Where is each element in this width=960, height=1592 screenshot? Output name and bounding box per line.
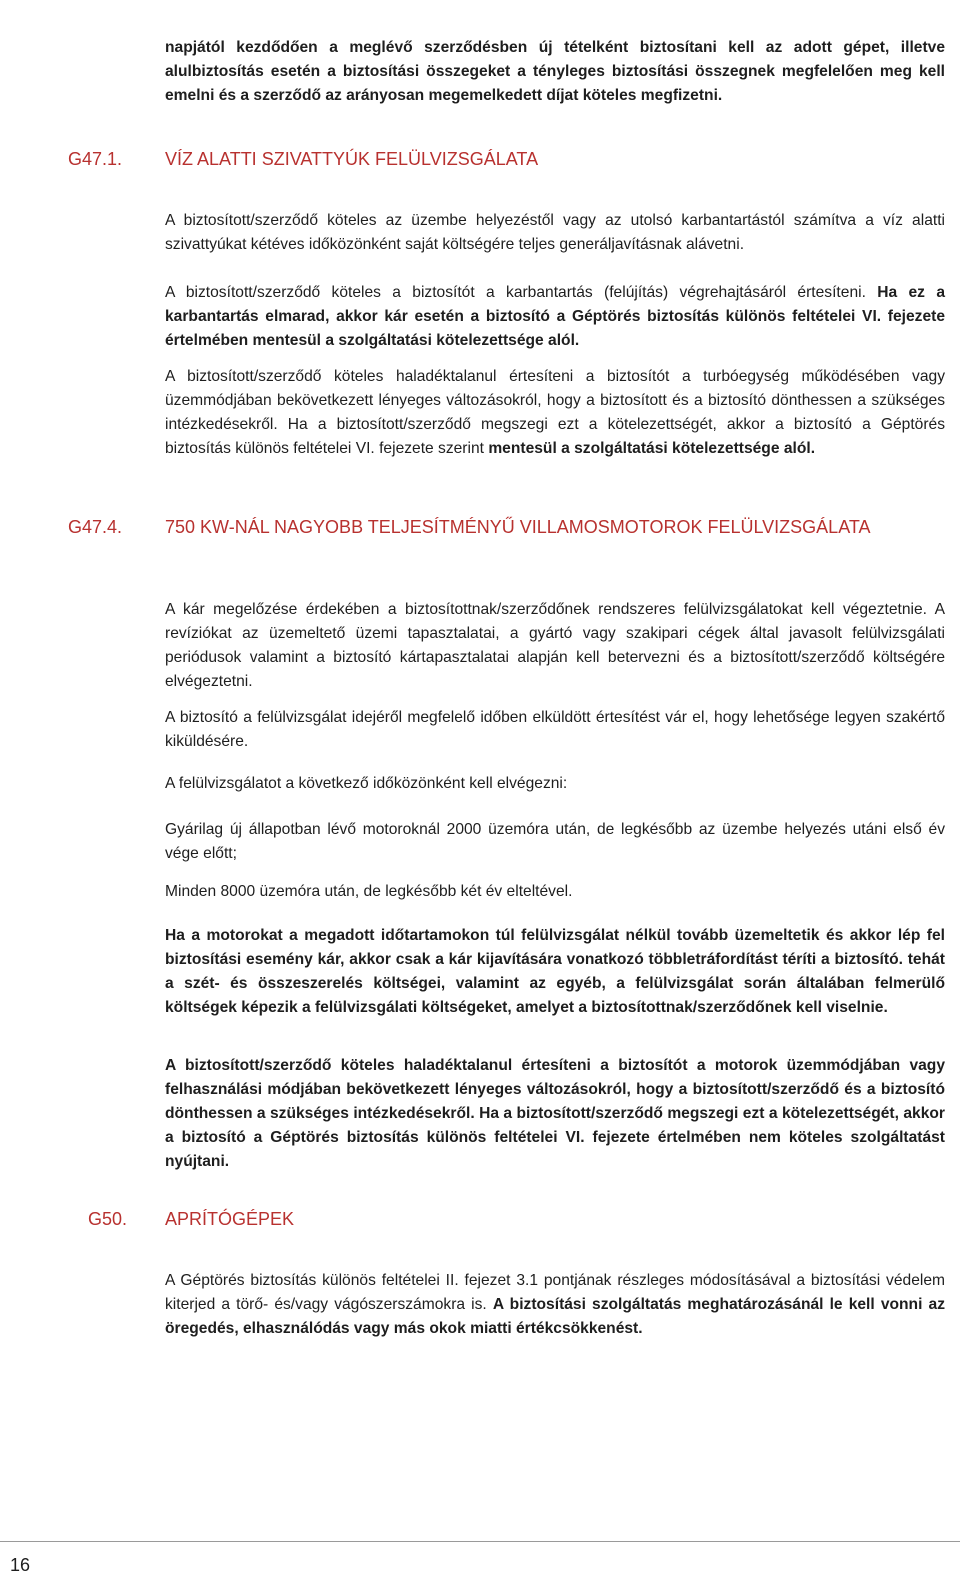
section-number: G50. [88,1209,128,1229]
paragraph: A biztosított/szerződő köteles haladéktalanul értesíteni a biztosítót a motorok üzemmódjában vagy felhasználási módjában bekövetkezett lényeges változásokról, hogy a biztosított/szerződő és a biztosító dönthessen a szükséges intézkedésekről. Ha a biztosított/szerződő megszegi ezt a kötelezettségét, akkor a biztosító a Géptörés biztosítás különös feltételei VI. fejezete értelmében nem köteles szolgáltatást nyújtani. [165,1057,945,1170]
paragraph: Minden 8000 üzemóra után, de legkésőbb két év elteltével. [165,883,573,900]
page-number: 16 [10,1555,31,1575]
intro-paragraph: napjától kezdődően a meglévő szerződésben új tételként biztosítani kell az adott gépet, illetve alulbiztosítás esetén a biztosítási összegeket a tényleges biztosítási összegnek megfelelően meg kell emelni és a szerződő az arányosan megemelkedett díjat köteles megfizetni. [165,39,945,104]
paragraph: Ha a motorokat a megadott időtartamokon túl felülvizsgálat nélkül tovább üzemeltetik és akkor lép fel biztosítási esemény kár, akkor csak a kár kijavítására vonatkozó többletráfordítást téríti a biztosító. tehát a szét- és összeszerelés költségei, valamint az egyéb, a felülvizsgálat során általában felmerülő költségek képezik a felülvizsgálati költségeket, amelyet a biztosítottnak/szerződőnek kell viselnie. [165,927,945,1016]
paragraph-bold-text: mentesül a szolgáltatási kötelezettsége alól. [488,440,816,457]
paragraph-text: A biztosított/szerződő köteles a biztosítót a karbantartás (felújítás) végrehajtásáról értesíteni. [165,284,878,301]
paragraph: A biztosított/szerződő köteles az üzembe helyezéstől vagy az utolsó karbantartástól számítva a víz alatti szivattyúkat kétéves időközönként saját költségére teljes generáljavításnak alávetni. [165,212,945,253]
footer-rule [0,1541,960,1542]
paragraph: A kár megelőzése érdekében a biztosítottnak/szerződőnek rendszeres felülvizsgálatokat kell végeztetnie. A revíziókat az üzemeltető üzemi tapasztalatai, a gyártó vagy szakipari cégek által javasolt felülvizsgálati periódusok valamint a biztosító kártapasztalatai alapján kell betervezni és a biztosított/szerződő költségére elvégeztetni. [165,601,945,690]
section-title: 750 KW-NÁL NAGYOBB TELJESÍTMÉNYŰ VILLAMOSMOTOROK FELÜLVIZSGÁLATA [165,517,871,537]
paragraph: A biztosító a felülvizsgálat idejéről megfelelő időben elküldött értesítést vár el, hogy lehetősége legyen szakértő kiküldésére. [165,709,945,750]
paragraph: Gyárilag új állapotban lévő motoroknál 2000 üzemóra után, de legkésőbb az üzembe helyezés utáni első év vége előtt; [165,821,945,862]
paragraph [165,1269,945,1341]
paragraph [165,365,945,461]
section-title: APRÍTÓGÉPEK [165,1209,295,1229]
paragraph [165,281,945,353]
paragraph-text: A biztosított/szerződő köteles haladéktalanul értesíteni a biztosítót a turbóegység működésében vagy üzemmódjában bekövetkezett lényeges változásokról, hogy a biztosított és a biztosító dönthessen a szükséges intézkedésekről. Ha a biztosított/szerződő megszegi ezt a kötelezettségét, akkor a biztosító a Géptörés biztosítás különös feltételei VI. fejezete szerint [165,368,945,457]
section-number: G47.1. [68,149,123,169]
paragraph-bold-text: A biztosítási szolgáltatás meghatározásánál le kell vonni az öregedés, elhasználódás vagy más okok miatti értékcsökkenést. [165,1296,945,1337]
section-title: VÍZ ALATTI SZIVATTYÚK FELÜLVIZSGÁLATA [165,149,539,169]
section-number: G47.4. [68,517,123,537]
paragraph-text: A Géptörés biztosítás különös feltételei II. fejezet 3.1 pontjának részleges módosításával a biztosítási védelem kiterjed a törő- és/vagy vágószerszámokra is. [165,1272,945,1313]
paragraph-bold-text: Ha ez a karbantartás elmarad, akkor kár esetén a biztosító a Géptörés biztosítás különös feltételei VI. fejezete értelmében mentesül a szolgáltatási kötelezettsége alól. [165,284,945,349]
paragraph: A felülvizsgálatot a következő időközönként kell elvégezni: [165,775,568,792]
